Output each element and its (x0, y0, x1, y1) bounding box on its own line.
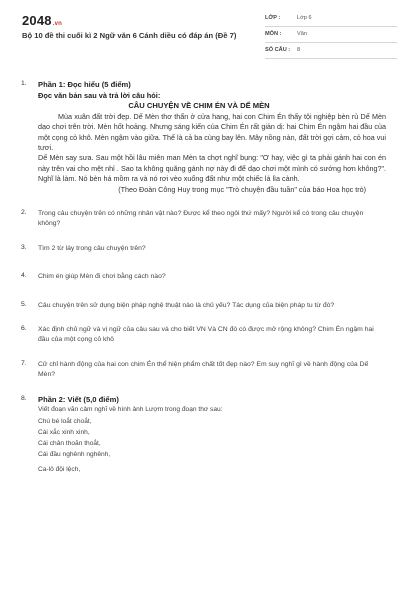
question-number: 4. (21, 272, 27, 280)
question-6 (0, 325, 400, 346)
question-8 (0, 395, 400, 475)
story-paragraph: Mùa xuân đất trời đẹp. Dế Mèn thơ thẩn ở cửa hang, hai con Chim Én thấy tội nghiệp bèn rủ Dế Mèn dạo chơi trên trời. Mèn hốt hoảng. Nhưng sáng kiến của Chim Én rất giản dị: hai Chim Én ngậm hai đầu của một cọng cỏ khô. Mèn ngậm vào giữa. Thế là cả ba cùng bay lên. Mây nồng nàn, đất trời gợi cảm, cỏ hoa vui tươi. (38, 111, 386, 152)
question-text: Chim én giúp Mèn đi chơi bằng cách nào? (38, 273, 166, 281)
meta-label: LỚP : (265, 15, 281, 21)
page-header (14, 0, 386, 70)
question-number: 3. (21, 243, 27, 251)
writing-prompt: Viết đoạn văn cảm nghĩ về hình ảnh Lượm trong đoạn thơ sau: (38, 406, 223, 414)
meta-table (265, 12, 397, 60)
meta-label: MÔN : (265, 31, 282, 37)
question-number: 8. (21, 394, 27, 402)
question-1 (0, 80, 400, 195)
question-text: Câu chuyện trên sử dụng biện pháp nghệ thuật nào là chủ yếu? Tác dụng của biện pháp tu từ đó? (38, 301, 335, 309)
question-number: 1. (21, 80, 27, 87)
question-number: 6. (21, 325, 27, 333)
question-text: Xác định chủ ngữ và vị ngữ của câu sau và cho biết VN Và CN đó có được mở rộng không? Chim Én ngậm hai đầu của một cọng cỏ khô (38, 326, 374, 344)
poem-line: Cái chân thoăn thoắt, (38, 439, 101, 447)
instruction: Đọc văn bản sau và trả lời câu hỏi: (38, 90, 161, 100)
question-text: Cử chỉ hành động của hai con chim Én thể hiện phẩm chất tốt đẹp nào? Em suy nghĩ gì về hành động của Dế Mèn? (38, 360, 369, 379)
question-text: Tìm 2 từ láy trong câu chuyện trên? (38, 244, 146, 252)
site-logo[interactable]: 2048.vn (22, 13, 63, 28)
poem-line: Ca-lô đội lệch, (38, 465, 81, 473)
meta-label: SỐ CÂU : (265, 47, 291, 53)
question-number: 2. (21, 209, 27, 217)
question-2 (0, 209, 400, 230)
meta-value: Lớp 6 (297, 15, 312, 21)
question-3 (0, 244, 400, 254)
poem-line: Cái đầu nghênh nghênh, (38, 450, 111, 458)
question-4 (0, 272, 400, 282)
story-title: CÂU CHUYỆN VỀ CHIM ÉN VÀ DẾ MÈN (128, 101, 270, 111)
question-5 (0, 301, 400, 311)
question-number: 7. (21, 359, 27, 367)
poem-line: Cái xắc xinh xinh, (38, 428, 90, 436)
story-source: (Theo Đoàn Công Huy trong mục "Trò chuyện đầu tuần" của báo Hoa học trò) (118, 184, 366, 194)
meta-value: 8 (297, 47, 301, 53)
section-title: Phần 1: Đọc hiểu (5 điểm) (38, 80, 131, 89)
question-7 (0, 360, 400, 381)
poem-line: Chú bé loắt choắt, (38, 417, 92, 425)
meta-row-class (265, 12, 397, 27)
document-title: Bộ 10 đề thi cuối kì 2 Ngữ văn 6 Cánh diều có đáp án (Đề 7) (22, 31, 237, 40)
meta-row-count (265, 44, 397, 59)
meta-value: Văn (297, 31, 307, 37)
question-list (0, 80, 400, 475)
section-title: Phần 2: Viết (5,0 điểm) (38, 394, 119, 404)
story-paragraph: Dế Mèn say sưa. Sau một hồi lâu miên man Mèn ta chợt nghĩ bụng: "Ơ hay, việc gì ta phải gánh hai con én này trên vai cho mệt nhỉ . Sao ta không quăng gánh nợ này đi để dạo chơi một mình có sướng hơn không?". Nghĩ là làm. Nó bèn há mồm ra và nó rơi vèo xuống đất như một chiếc lá lìa cành. (38, 153, 386, 184)
question-text: Trong câu chuyện trên có những nhân vật nào? Được kể theo ngôi thứ mấy? Người kể có trong câu chuyện không? (38, 210, 364, 228)
question-number: 5. (21, 300, 27, 308)
meta-row-subject (265, 28, 397, 43)
